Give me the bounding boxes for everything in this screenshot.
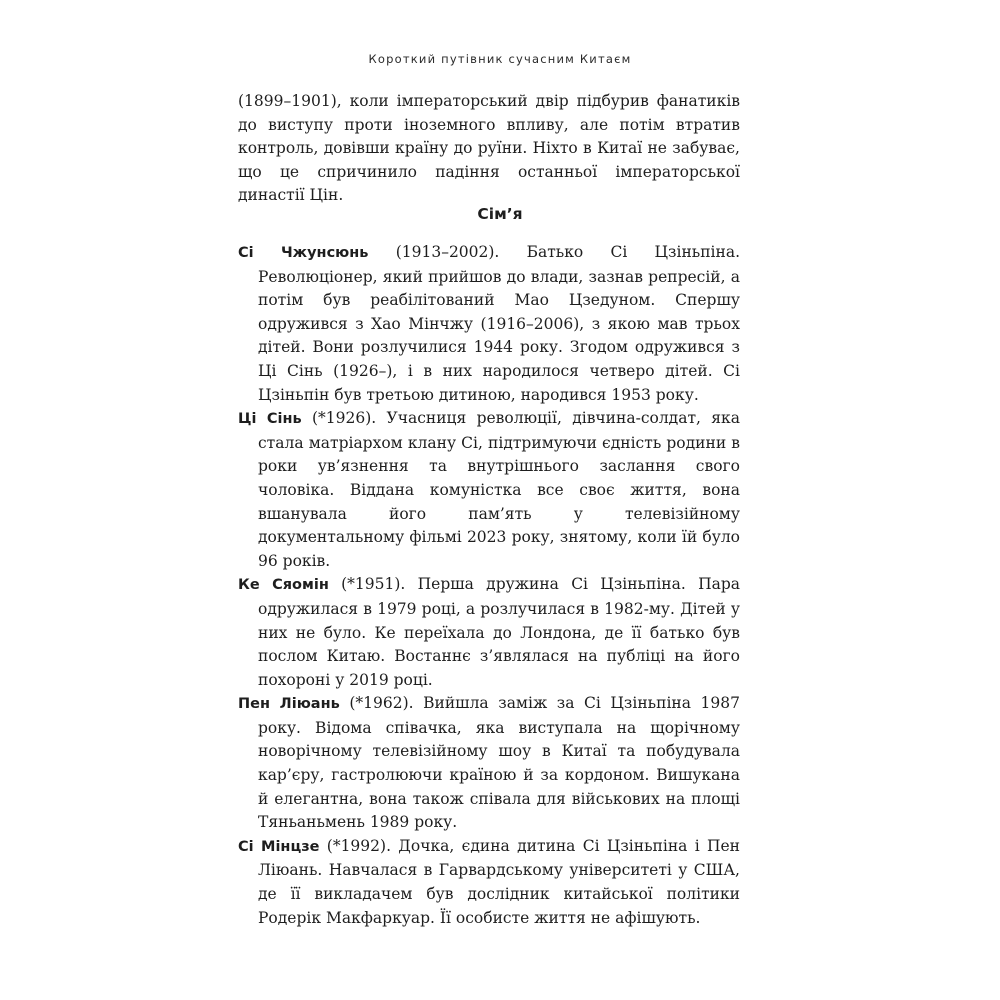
entry-ke-xiaoming [238, 573, 740, 692]
intro-paragraph: (1899–1901), коли імператорський двір підбурив фанатиків до виступу проти іноземного впливу, але потім втратив контроль, довівши країну до руїни. Ніхто в Китаї не забуває, що це спричинило падіння останньої імператорської династії Цін. [238, 92, 740, 205]
entry-text: (1913–2002). Батько Сі Цзіньпіна. Революціонер, який прийшов до влади, зазнав репресій, а потім був реабілітований Мао Цзедуном. Спершу одружився з Хао Мінчжу (1916–2006), з якою мав трьох дітей. Вони розлучилися 1944 року. Згодом одружився з Ці Сінь (1926–), і в них народилося четверо дітей. Сі Цзіньпін був третьою дитиною, народився 1953 року. [258, 243, 741, 404]
entry-text: (*1962). Вийшла заміж за Сі Цзіньпіна 1987 року. Відома співачка, яка виступала на щорічному новорічному телевізійному шоу в Китаї та побудувала кар’єру, гастролюючи країною й за кордоном. Вишукана й елегантна, вона також співала для військових на площі Тяньаньмень 1989 року. [258, 694, 740, 832]
entry-name: Ке Сяомін [238, 577, 329, 594]
section-title: Сім’я [477, 205, 523, 223]
entry-peng-liyuan [238, 692, 740, 835]
entry-xi-zhongxun [238, 241, 740, 407]
entry-text: (*1926). Учасниця революції, дівчина-солдат, яка стала матріархом клану Сі, підтримуючи єдність родини в роки ув’язнення та внутрішнього заслання свого чоловіка. Віддана комуністка все своє життя, вона вшанувала його пам’ять у телевізійному документальному фільмі 2023 року, знятому, коли їй було 96 років. [258, 409, 740, 570]
entry-text: (*1992). Дочка, єдина дитина Сі Цзіньпіна і Пен Ліюань. Навчалася в Гарвардському університеті у США, де її викладачем був дослідник китайської політики Родерік Макфаркуар. Її особисте життя не афішують. [258, 836, 740, 927]
entry-text: (*1951). Перша дружина Сі Цзіньпіна. Пара одружилася в 1979 році, а розлучилася в 1982-му. Дітей у них не було. Ке переїхала до Лондона, де її батько був послом Китаю. Востаннє з’являлася на публіці на його похороні у 2019 році. [258, 575, 740, 689]
entry-name: Пен Ліюань [238, 696, 340, 713]
entry-name: Ці Сінь [238, 411, 302, 428]
entry-xi-mingze [238, 835, 740, 930]
family-entries [238, 241, 740, 930]
running-head: Короткий путівник сучасним Китаєм [368, 52, 632, 66]
entry-name: Сі Чжунсюнь [238, 245, 369, 261]
entry-qi-xin [238, 407, 740, 573]
entry-name: Сі Мінцзе [238, 838, 320, 855]
